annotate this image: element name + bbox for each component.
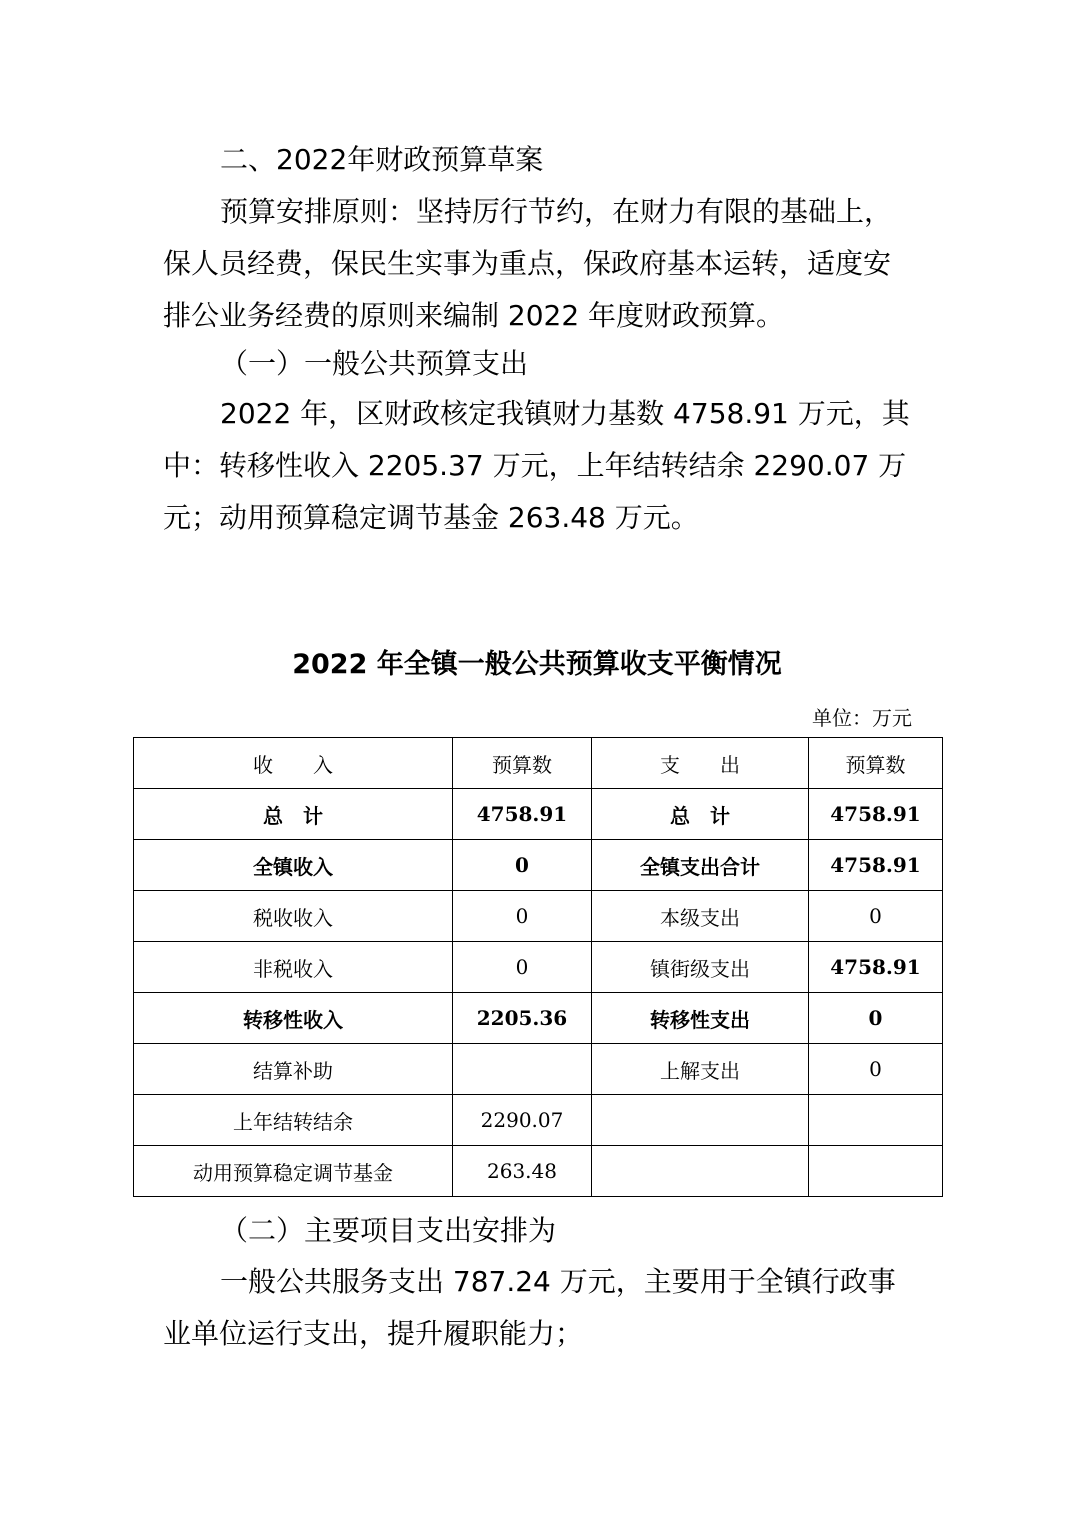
income-amount: 0 <box>453 942 592 993</box>
income-label: 总 计 <box>134 789 453 840</box>
expense-amount: 4758.91 <box>809 789 943 840</box>
table-row <box>134 840 943 891</box>
income-label: 非税收入 <box>134 942 453 993</box>
header-income-amount: 预算数 <box>453 738 592 789</box>
expense-label <box>592 1146 809 1197</box>
income-amount: 2290.07 <box>453 1095 592 1146</box>
principle-line-2: 保人员经费，保民生实事为重点，保政府基本运转，适度安 <box>163 247 892 280</box>
para1-line-1: 2022 年，区财政核定我镇财力基数 4758.91 万元，其 <box>220 397 910 430</box>
table-row <box>134 942 943 993</box>
income-amount: 0 <box>453 840 592 891</box>
section-heading: 二、2022年财政预算草案 <box>220 143 544 176</box>
table-unit: 单位：万元 <box>812 706 912 730</box>
para1-line-3: 元；动用预算稳定调节基金 263.48 万元。 <box>163 501 699 534</box>
expense-amount <box>809 1146 943 1197</box>
income-label: 动用预算稳定调节基金 <box>134 1146 453 1197</box>
expense-label: 全镇支出合计 <box>592 840 809 891</box>
expense-amount <box>809 1095 943 1146</box>
table-row <box>134 1044 943 1095</box>
expense-label: 转移性支出 <box>592 993 809 1044</box>
subsection-1-heading: （一）一般公共预算支出 <box>220 347 529 380</box>
income-amount: 4758.91 <box>453 789 592 840</box>
expense-label: 本级支出 <box>592 891 809 942</box>
expense-label: 上解支出 <box>592 1044 809 1095</box>
table-title: 2022 年全镇一般公共预算收支平衡情况 <box>292 649 782 680</box>
table-row <box>134 993 943 1044</box>
table-row <box>134 891 943 942</box>
principle-line-1: 预算安排原则：坚持厉行节约，在财力有限的基础上， <box>220 195 893 228</box>
income-label: 结算补助 <box>134 1044 453 1095</box>
header-income: 收 入 <box>134 738 453 789</box>
income-amount: 263.48 <box>453 1146 592 1197</box>
expense-label: 镇街级支出 <box>592 942 809 993</box>
subsection-2-heading: （二）主要项目支出安排为 <box>220 1214 557 1247</box>
income-label: 全镇收入 <box>134 840 453 891</box>
income-amount <box>453 1044 592 1095</box>
para1-line-2: 中：转移性收入 2205.37 万元，上年结转结余 2290.07 万 <box>163 449 907 482</box>
table-row <box>134 1095 943 1146</box>
table-header-row <box>134 738 943 789</box>
table-row <box>134 1146 943 1197</box>
income-label: 税收收入 <box>134 891 453 942</box>
para2-line-2: 业单位运行支出，提升履职能力； <box>163 1317 584 1350</box>
table-row <box>134 789 943 840</box>
expense-amount: 4758.91 <box>809 840 943 891</box>
para2-line-1: 一般公共服务支出 787.24 万元，主要用于全镇行政事 <box>220 1265 896 1298</box>
expense-label <box>592 1095 809 1146</box>
expense-amount: 0 <box>809 891 943 942</box>
income-label: 转移性收入 <box>134 993 453 1044</box>
expense-amount: 0 <box>809 993 943 1044</box>
expense-label: 总 计 <box>592 789 809 840</box>
budget-table <box>133 737 943 1197</box>
expense-amount: 4758.91 <box>809 942 943 993</box>
header-expense: 支 出 <box>592 738 809 789</box>
income-amount: 2205.36 <box>453 993 592 1044</box>
expense-amount: 0 <box>809 1044 943 1095</box>
income-label: 上年结转结余 <box>134 1095 453 1146</box>
income-amount: 0 <box>453 891 592 942</box>
principle-line-3: 排公业务经费的原则来编制 2022 年度财政预算。 <box>163 299 785 332</box>
header-expense-amount: 预算数 <box>809 738 943 789</box>
